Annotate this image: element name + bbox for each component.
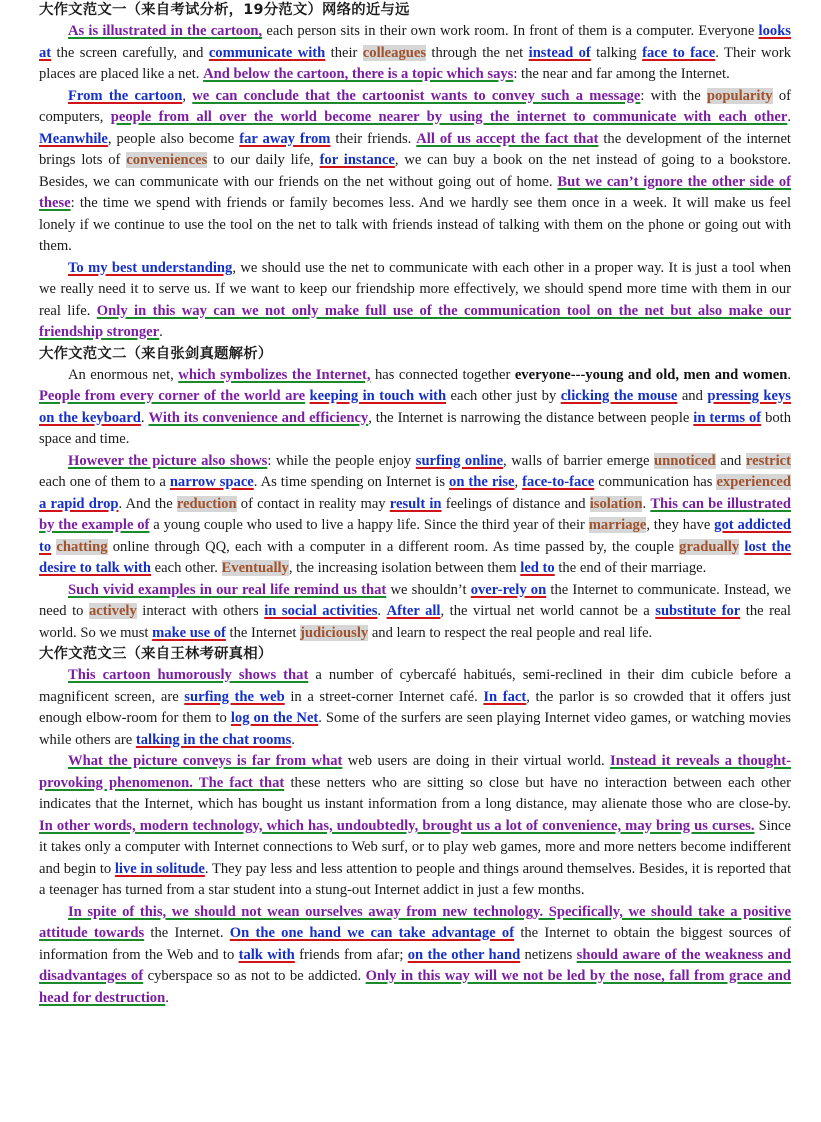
paragraph (39, 580, 791, 645)
paragraph (39, 86, 791, 258)
text-run: the Internet to communicate. Instead, we need to (39, 581, 791, 619)
paragraph (39, 902, 791, 1010)
text-run: Since it takes only a computer with Internet connections to Web surf, or to play web games, more and more netters become indifferent and begin to (39, 817, 791, 877)
text-run: . Some of the surfers are seen playing Internet video games, or watching movies while others are (39, 710, 791, 748)
text-run: , the parlor is so crowded that it offers just enough elbow-room for them to (39, 688, 791, 726)
text-run: An enormous net, (68, 366, 179, 383)
text-run: : while the people enjoy (267, 452, 416, 469)
vocab-phrase: make use of (152, 624, 226, 641)
vocab-phrase: surfing online (415, 452, 504, 469)
key-phrase: Such vivid examples in our real life remind us that (68, 581, 387, 598)
highlight-word: Eventually (221, 560, 289, 576)
text-run: has connected together (370, 366, 515, 383)
highlight-word: gradually (679, 538, 740, 555)
vocab-phrase: On the one hand we can take advantage of (229, 925, 515, 941)
vocab-phrase: keeping in touch with (309, 388, 447, 404)
key-phrase: And below the cartoon, there is a topic which says (203, 66, 514, 82)
text-run: . As time spending on Internet is (253, 474, 450, 490)
key-phrase: which symbolizes the Internet, (178, 366, 371, 383)
text-run: each other. (151, 560, 222, 576)
text-run: , they have (646, 517, 715, 533)
text-run: the Internet to obtain the biggest sources of information from the Web and to (39, 925, 791, 963)
key-phrase: Only in this way will we not be led by the nose, fall from grace and head for destruction (39, 968, 791, 1006)
text-run: . They pay less and less attention to people and things around themselves. Besides, it is reported that a teenager has turned from a star student into a stung-out Internet addict in just a few months. (39, 860, 792, 898)
text-run: interact with others (136, 603, 265, 619)
paragraph (39, 258, 791, 344)
vocab-phrase: lost the desire to talk with (39, 538, 792, 576)
text-run: , the virtual net world cannot be a (440, 603, 656, 619)
paragraph (39, 451, 791, 580)
paragraph (39, 365, 791, 451)
section-heading: 大作文范文一（来自考试分析，19分范文）网络的近与远 (39, 2, 410, 18)
highlight-word: colleagues (362, 44, 427, 61)
key-phrase: Only in this way can we not only make full use of the communication tool on the net but also make our friendship stronger (39, 302, 791, 340)
paragraph (39, 751, 791, 902)
vocab-phrase: for instance (319, 152, 395, 168)
text-run: cyberspace so as not to be addicted. (143, 968, 366, 984)
text-run: we shouldn’t (386, 581, 471, 598)
section-heading: 大作文范文二（来自张剑真题解析） (39, 345, 273, 362)
text-run: . (291, 731, 295, 748)
key-phrase: With its convenience and efficiency (148, 409, 369, 426)
text-run: the real world. So we must (39, 603, 791, 641)
text-run: in a street-corner Internet café. (284, 688, 484, 705)
vocab-phrase: face-to-face (522, 474, 595, 490)
text-run: web users are doing in their virtual world. (342, 753, 611, 769)
vocab-phrase: face to face (642, 44, 716, 61)
vocab-phrase: pressing keys on the keyboard (39, 388, 791, 426)
text-run: . (165, 989, 169, 1006)
highlight-word: judiciously (300, 624, 369, 641)
text-run: each one of them to a (39, 474, 170, 490)
key-phrase: This cartoon humorously shows that (68, 667, 309, 683)
vocab-phrase: far away from (239, 130, 331, 147)
text-run: and (677, 388, 708, 404)
key-phrase: People from every corner of the world are (39, 388, 306, 404)
text-run: . Their work places are placed like a net. (39, 44, 792, 82)
text-run: . (159, 324, 163, 340)
text-run: of contact in reality may (236, 495, 390, 512)
vocab-phrase: in terms of (693, 409, 762, 426)
vocab-phrase: After all (386, 603, 441, 619)
highlight-word: conveniences (126, 152, 208, 168)
text-run: , (514, 474, 523, 490)
key-phrase: people from all over the world become nearer by using the internet to communicate with each other (110, 109, 788, 125)
vocab-phrase: on the rise (449, 474, 515, 490)
text-run: their friends. (330, 130, 417, 147)
text-run: , (182, 87, 193, 104)
text-run: the screen carefully, and (51, 44, 209, 61)
key-phrase: What the picture conveys is far from what (68, 753, 343, 769)
text-run: : with the (640, 87, 707, 104)
highlight-word: restrict (745, 452, 791, 469)
vocab-phrase: in social activities (264, 603, 378, 619)
vocab-phrase: instead of (528, 44, 591, 61)
vocab-phrase: a rapid drop (39, 495, 119, 512)
vocab-phrase: log on the Net (230, 710, 319, 726)
key-phrase: Instead it reveals a thought-provoking phenomenon. The fact that (39, 753, 791, 791)
vocab-phrase: Meanwhile (39, 130, 108, 147)
vocab-phrase: narrow space (169, 474, 254, 490)
text-run: . (642, 495, 651, 512)
highlight-word: reduction (176, 495, 237, 512)
text-run: a number of cybercafé habitués, semi-reclined in their dim cubicle before a magnificent screen, are (39, 667, 791, 705)
vocab-phrase: To my best understanding (68, 259, 233, 276)
text-run: to our daily life, (207, 152, 320, 168)
highlight-word: actively (88, 603, 137, 619)
highlight-word: experienced (716, 474, 792, 490)
text-run: , we can buy a book on the net instead of going to a bookstore. Besides, we can communicate with our friends on the net without going out of home. (39, 152, 791, 190)
key-phrase: In spite of this, we should not wean ourselves away from new technology. Specifically, we should take a positive attitude towards (39, 903, 791, 941)
vocab-phrase: In fact (483, 688, 527, 705)
text-run: through the net (426, 44, 529, 61)
text-run: both space and time. (39, 409, 792, 447)
key-phrase: should aware of the weakness and disadvantages of (39, 946, 791, 984)
highlight-word: marriage (588, 517, 647, 533)
text-run: their (325, 44, 363, 61)
vocab-phrase: looks at (39, 23, 791, 61)
paragraph (39, 21, 791, 86)
vocab-phrase: communicate with (208, 44, 326, 61)
vocab-phrase: From the cartoon (68, 87, 183, 104)
text-run: . (787, 109, 792, 125)
text-run: netizens (520, 946, 577, 963)
text-run: , people also become (107, 130, 240, 147)
highlight-word: isolation (589, 495, 643, 512)
key-phrase: we can conclude that the cartoonist wants to convey such a message (192, 87, 641, 104)
key-phrase: In other words, modern technology, which has, undoubtedly, brought us a lot of convenience, may bring us curses. (39, 817, 755, 834)
key-phrase: But we can’t ignore the other side of these (39, 173, 791, 211)
vocab-phrase: clicking the mouse (560, 388, 678, 404)
key-phrase: All of us accept the fact that (416, 130, 599, 147)
key-phrase: This can be illustrated by the example of (39, 495, 791, 533)
text-run: talking (590, 44, 643, 61)
text-run: a young couple who used to live a happy life. Since the third year of their (149, 517, 589, 533)
highlight-word: popularity (706, 87, 773, 104)
vocab-phrase: substitute for (655, 603, 741, 619)
key-phrase: However the picture also shows (68, 452, 268, 469)
text-run: , we should use the net to communicate with each other in a proper way. It is just a tool when we really need it to serve us. If we want to keep our friendship more effectively, we should spend more time with them in our real life. (39, 259, 791, 319)
text-run: , walls of barrier emerge (503, 452, 655, 469)
text-run: the Internet. (144, 925, 230, 941)
highlight-word: chatting (56, 538, 108, 555)
text-run: these netters who are sitting so close but have no interaction between each other indicates that the Internet, which has bought us instant information from a long distance, may alienate those who are close-by. (39, 774, 791, 812)
text-run: online through QQ, each with a computer in a different room. As time passed by, the couple (107, 538, 680, 555)
vocab-phrase: result in (389, 495, 442, 512)
text-run: : the near and far among the Internet. (513, 66, 730, 82)
text-run: the end of their marriage. (554, 560, 707, 576)
vocab-phrase: talk with (238, 946, 295, 963)
text-run: . (140, 409, 149, 426)
vocab-phrase: on the other hand (407, 946, 521, 963)
section-1 (39, 0, 791, 344)
highlight-word: unnoticed (654, 452, 716, 469)
vocab-phrase: live in solitude (114, 860, 205, 877)
text-run: . (377, 603, 387, 619)
text-run: each other just by (446, 388, 561, 404)
key-phrase: As is illustrated in the cartoon, (68, 23, 263, 39)
vocab-phrase: talking in the chat rooms (135, 731, 292, 748)
text-run: feelings of distance and (441, 495, 590, 512)
vocab-phrase: surfing the web (184, 688, 285, 705)
text-run: the development of the internet brings lots of (39, 130, 791, 168)
text-run: . (787, 366, 791, 383)
text-run: of computers, (39, 87, 792, 125)
text-run: and learn to respect the real people and real life. (368, 624, 653, 641)
vocab-phrase: over-rely on (470, 581, 547, 598)
text-run: , the increasing isolation between them (288, 560, 521, 576)
text-run: . And the (118, 495, 177, 512)
text-run: the Internet (225, 624, 301, 641)
text-run: , the Internet is narrowing the distance between people (368, 409, 694, 426)
section-heading: 大作文范文三（来自王林考研真相） (39, 646, 273, 662)
text-run: : the time we spend with friends or family becomes less. And we hardly see them once in a week. It will make us feel lonely if we continue to use the tool on the net to talk with friends instead of talking with them on the phone or going out with them. (39, 195, 791, 254)
paragraph (39, 665, 791, 751)
text-run: communication has (594, 474, 717, 490)
section-2 (39, 344, 791, 645)
text-run: each person sits in their own work room. In front of them is a computer. Everyone (262, 23, 759, 39)
text-run: friends from afar; (294, 946, 408, 963)
document-page (39, 0, 791, 1009)
section-3 (39, 644, 791, 1009)
bold-text: everyone---young and old, men and women (514, 366, 788, 383)
text-run: and (715, 452, 746, 469)
vocab-phrase: got addicted to (39, 517, 791, 555)
vocab-phrase: led to (520, 560, 555, 576)
